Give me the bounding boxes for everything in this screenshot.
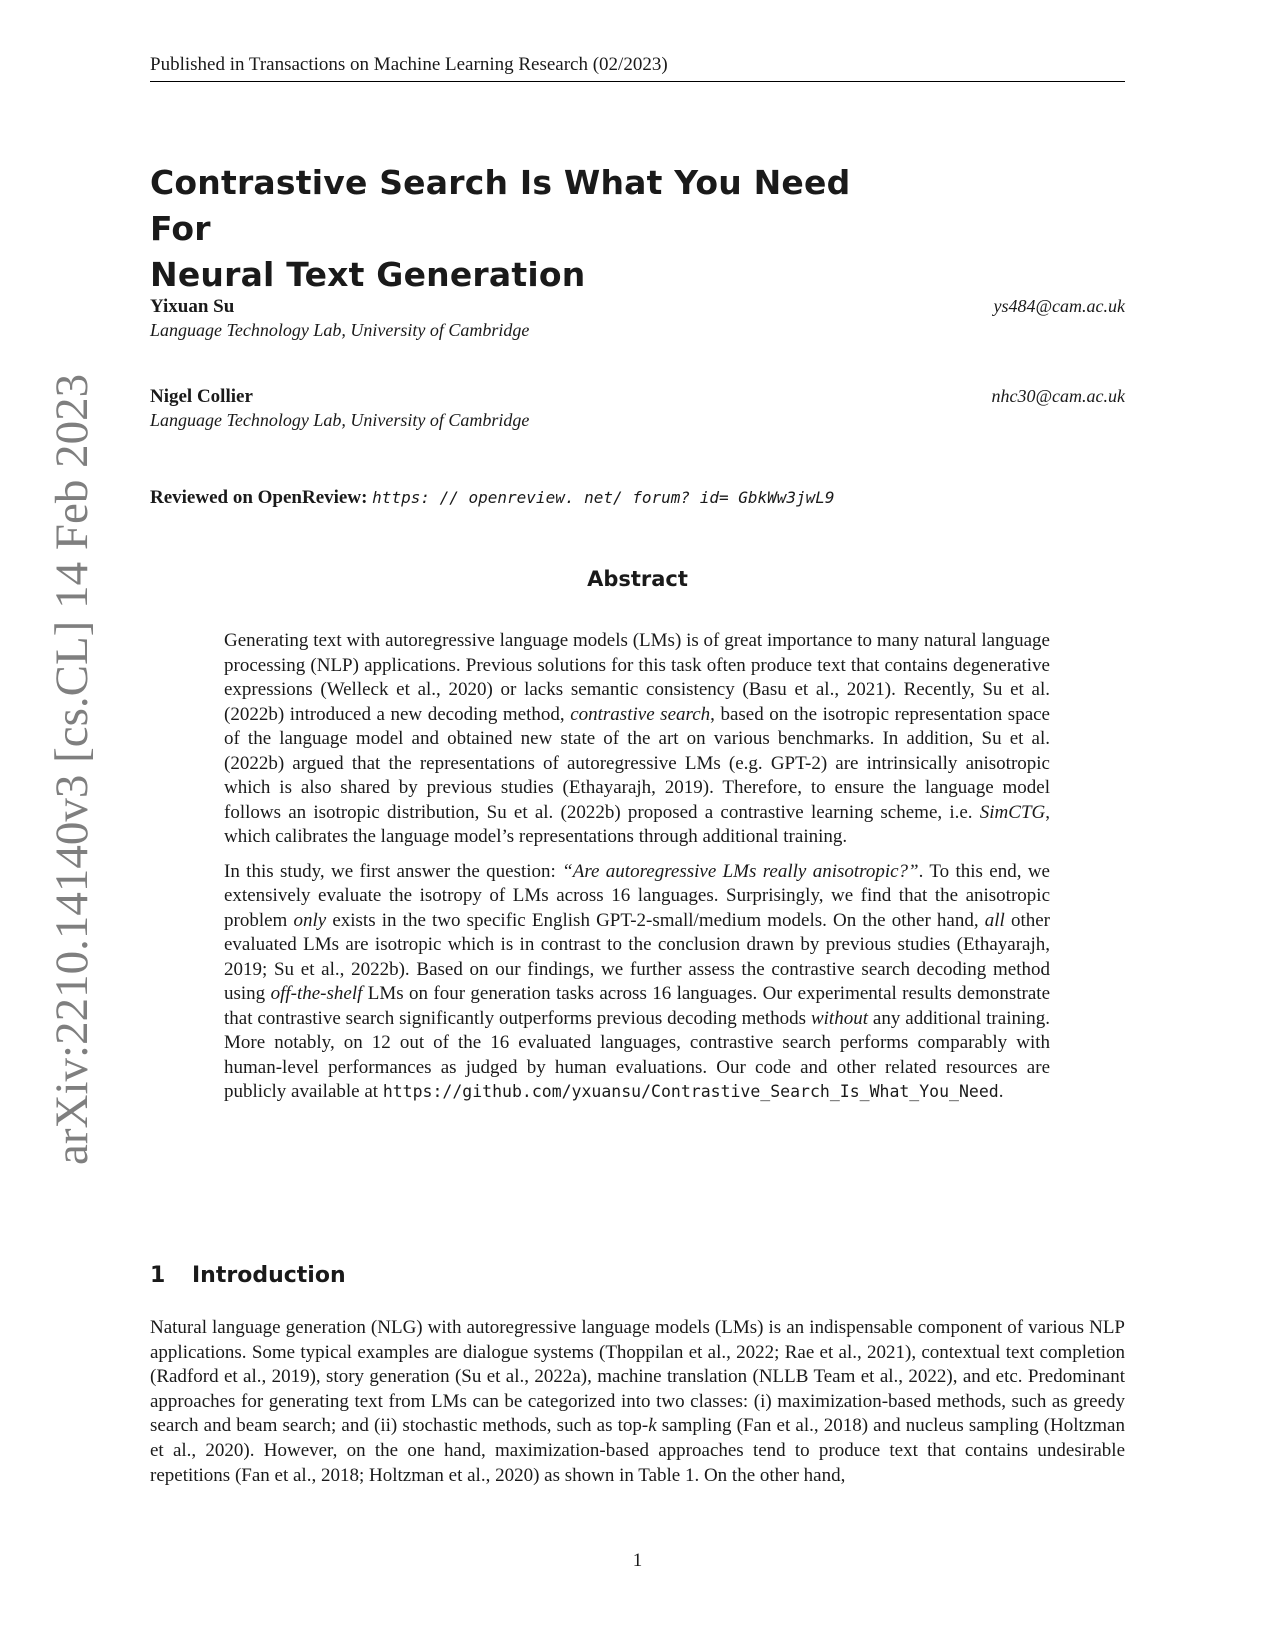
abstract-paragraph: In this study, we first answer the question: “Are autoregressive LMs really anisotropic?”. To this end, we extensively evaluate the isotropy of LMs across 16 languages. Surprisingly, we find that the anisotropic problem only exists in the two specific English GPT-2-small/medium models. On the other hand, all other evaluated LMs are isotropic which is in contrast to the conclusion drawn by previous studies (Ethayarajh, 2019; Su et al., 2022b). Based on our findings, we further assess the contrastive search decoding method using off-the-shelf LMs on four generation tasks across 16 languages. Our experimental results demonstrate that contrastive search significantly outperforms previous decoding methods without any additional training. More notably, on 12 out of the 16 evaluated languages, contrastive search performs comparably with human-level performances as judged by human evaluations. Our code and other related resources are publicly available at https://github.com/yxuansu/Contrastive_Search_Is_What_You_Need. [224, 860, 1050, 1102]
paper-title [150, 160, 910, 298]
section-title: Introduction [192, 1263, 346, 1288]
section-heading-introduction [150, 1263, 346, 1288]
emphasis: k [648, 1415, 657, 1437]
emphasis: contrastive search [570, 703, 711, 725]
emphasis: off-the-shelf [270, 983, 363, 1004]
author-name: Nigel Collier [150, 386, 253, 407]
author-block [150, 386, 1125, 431]
title-line-2: Neural Text Generation [150, 255, 586, 294]
arxiv-stamp: arXiv:2210.14140v3 [cs.CL] 14 Feb 2023 [46, 373, 98, 1165]
page-number: 1 [632, 1550, 643, 1571]
emphasis: all [984, 909, 1005, 931]
emphasis: “Are autoregressive LMs really anisotropic?” [562, 860, 919, 882]
emphasis: SimCTG [979, 801, 1046, 823]
emphasis: only [293, 909, 327, 931]
abstract-body [224, 629, 1050, 1115]
review-line [150, 487, 1125, 509]
author-name: Yixuan Su [150, 296, 235, 317]
running-header: Published in Transactions on Machine Learning Research (02/2023) [150, 54, 1125, 82]
abstract-heading: Abstract [587, 567, 688, 591]
emphasis: without [810, 1007, 868, 1029]
review-label: Reviewed on OpenReview: [150, 487, 368, 508]
introduction-body [150, 1316, 1125, 1488]
body-paragraph: Natural language generation (NLG) with autoregressive language models (LMs) is an indispensable component of various NLP applications. Some typical examples are dialogue systems (Thoppilan et al., 2022; Rae et al., 2021), contextual text completion (Radford et al., 2019), story generation (Su et al., 2022a), machine translation (NLLB Team et al., 2022), and etc. Predominant approaches for generating text from LMs can be categorized into two classes: (i) maximization-based methods, such as greedy search and beam search; and (ii) stochastic methods, such as top-k sampling (Fan et al., 2018) and nucleus sampling (Holtzman et al., 2020). However, on the one hand, maximization-based approaches tend to produce text that contains undesirable repetitions (Fan et al., 2018; Holtzman et al., 2020) as shown in Table 1. On the other hand, [150, 1317, 1125, 1486]
github-link[interactable]: https://github.com/yxuansu/Contrastive_Search_Is_What_You_Need [382, 1082, 999, 1101]
openreview-link[interactable]: https: // openreview. net/ forum? id= GbkWw3jwL9 [372, 488, 835, 507]
author-email[interactable]: nhc30@cam.ac.uk [991, 386, 1125, 406]
author-email[interactable]: ys484@cam.ac.uk [993, 296, 1125, 316]
title-line-1: Contrastive Search Is What You Need For [150, 163, 851, 248]
author-block [150, 296, 1125, 341]
section-number: 1 [150, 1263, 166, 1288]
author-affiliation: Language Technology Lab, University of Cambridge [150, 320, 530, 340]
abstract-paragraph: Generating text with autoregressive language models (LMs) is of great importance to many natural language processing (NLP) applications. Previous solutions for this task often produce text that contains degenerative expressions (Welleck et al., 2020) or lacks semantic consistency (Basu et al., 2021). Recently, Su et al. (2022b) introduced a new decoding method, contrastive search, based on the isotropic representation space of the language model and obtained new state of the art on various benchmarks. In addition, Su et al. (2022b) argued that the representations of autoregressive LMs (e.g. GPT-2) are intrinsically anisotropic which is also shared by previous studies (Ethayarajh, 2019). Therefore, to ensure the language model follows an isotropic distribution, Su et al. (2022b) proposed a contrastive learning scheme, i.e. SimCTG, which calibrates the language model’s representations through additional training. [224, 630, 1050, 847]
author-affiliation: Language Technology Lab, University of Cambridge [150, 410, 530, 430]
